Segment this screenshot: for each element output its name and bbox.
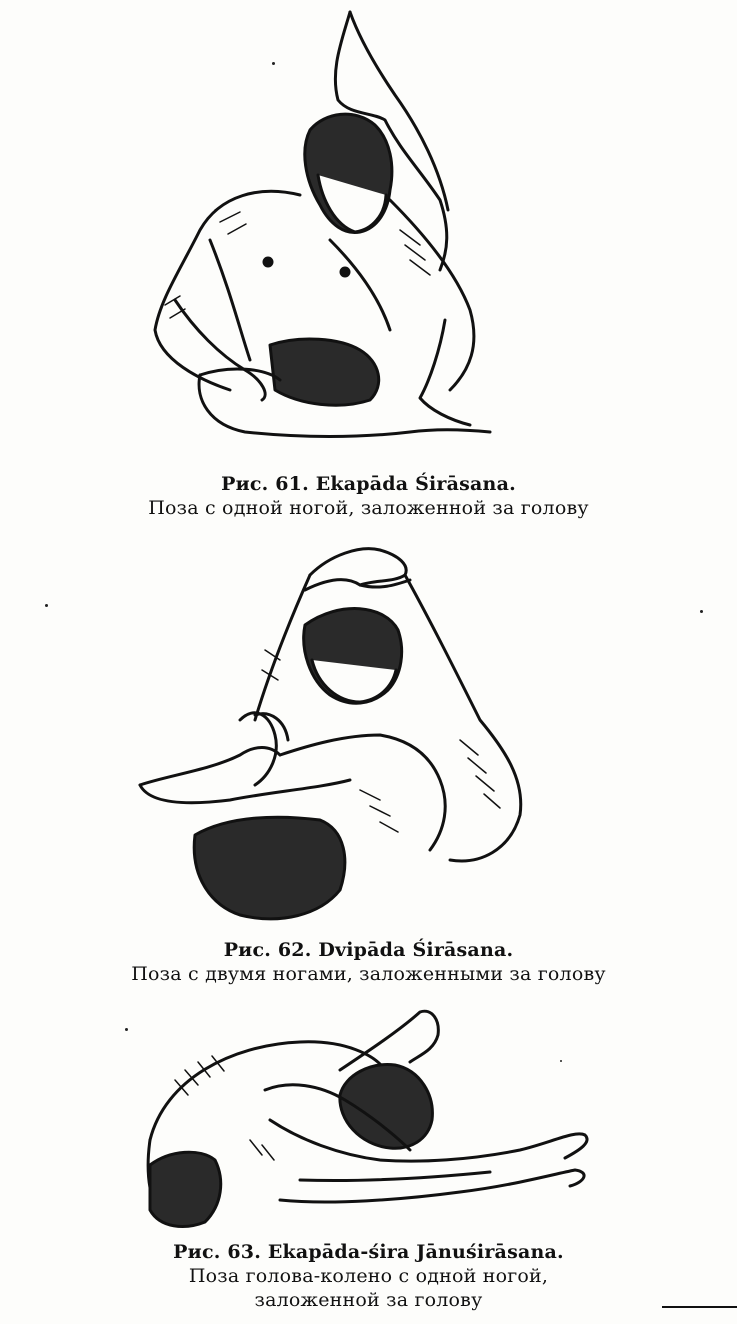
figure-62-title: Рис. 62. Dvipāda Śirāsana. [223, 939, 514, 961]
figure-62-subtitle: Поза с двумя ногами, заложенными за голову [131, 963, 606, 985]
dvipada-sirasana-illustration [0, 530, 737, 940]
ekapada-sirasana-illustration [0, 0, 737, 450]
figure-63-subtitle-continued: заложенной за голову [254, 1289, 483, 1311]
figure-63-title: Рис. 63. Ekapāda-śira Jānuśirāsana. [173, 1241, 564, 1263]
figure-63-caption [0, 1240, 737, 1312]
figure-62 [0, 530, 737, 1000]
scan-speck [125, 1028, 128, 1031]
figure-63 [0, 1000, 737, 1324]
figure-61-title: Рис. 61. Ekapāda Śirāsana. [221, 473, 516, 495]
figure-62-caption [0, 938, 737, 986]
scan-speck [560, 1060, 562, 1062]
scan-speck [272, 62, 275, 65]
ekapada-sira-janusirasana-illustration [0, 1000, 737, 1235]
scan-speck [45, 604, 48, 607]
figure-61-caption [0, 472, 737, 520]
figure-63-subtitle: Поза голова-колено с одной ногой, [188, 1265, 549, 1287]
scan-speck [700, 610, 703, 613]
figure-61-subtitle: Поза с одной ногой, заложенной за голову [148, 497, 589, 519]
figure-61 [0, 0, 737, 525]
page-edge-rule [662, 1306, 737, 1308]
